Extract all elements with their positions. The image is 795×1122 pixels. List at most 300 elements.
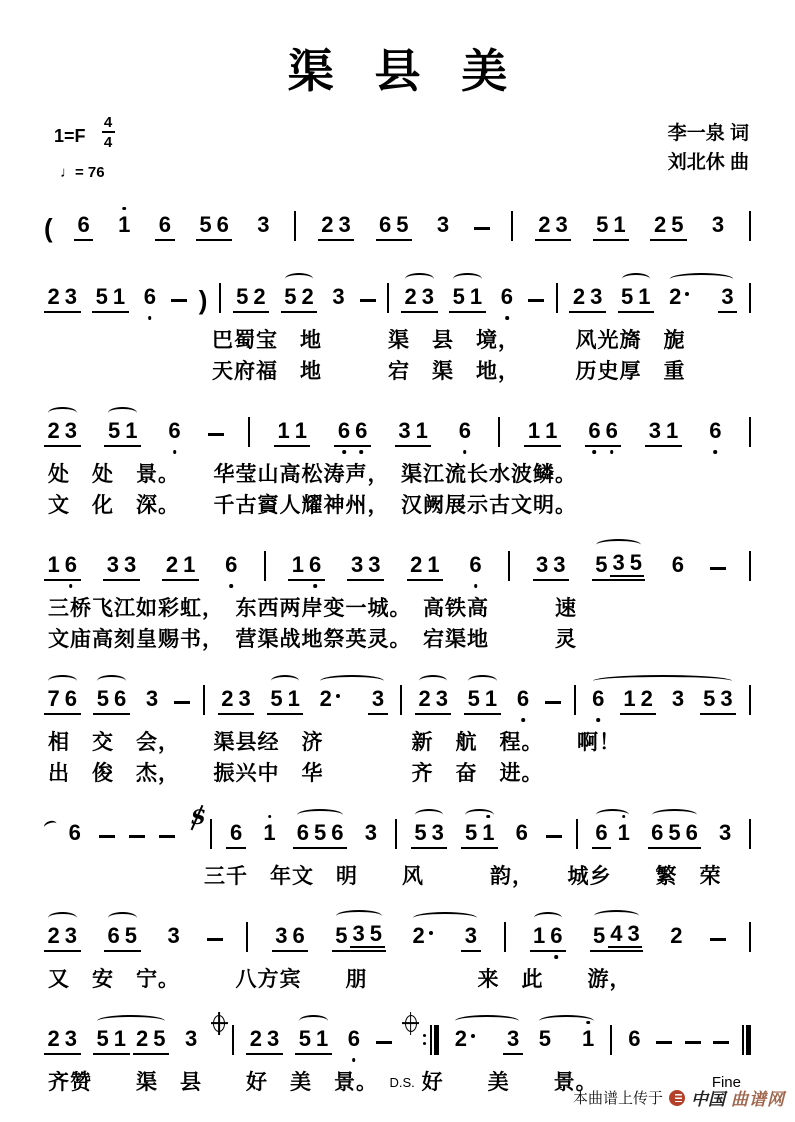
beam-group [93,1025,130,1055]
note [234,283,251,309]
note-group [497,283,516,313]
note-subgroup [260,819,279,849]
duration-dash [545,701,561,704]
slur-note-group [44,685,81,715]
coda-icon [213,1015,225,1032]
octave-dot-low [474,584,478,588]
note [236,685,253,711]
slur-note-group [93,685,130,715]
thick-barline [434,1025,439,1055]
note-subgroup [433,211,452,241]
site-name-brown: 曲谱网 [731,1090,785,1109]
note [134,1025,151,1051]
note [251,283,268,309]
note [166,417,183,443]
note [104,551,121,577]
note-digit: 5 [538,1025,551,1051]
note [625,920,642,948]
note-group [65,819,84,849]
note-digit: 2 [653,211,667,237]
note-digit: 6 [628,1025,641,1051]
note-group [260,819,279,849]
note-group [668,551,687,581]
note-group [182,1025,201,1055]
note [718,685,735,711]
note [219,685,236,711]
slur-note-group [451,1025,523,1055]
barline [210,819,212,849]
barline [749,417,751,447]
lyric-row [44,459,751,490]
note [467,283,484,309]
note-group [524,417,561,447]
note [223,551,240,577]
beam-group [401,283,438,313]
octave-dot-low [596,718,600,722]
note [45,922,62,948]
note-subgroup [182,1025,201,1055]
lyric-text: 出 俊 杰， 振兴中 华 齐 奋 进。 [48,761,544,785]
note-digit: 6 [68,819,81,845]
beam-group [524,417,561,447]
open-paren: ( [44,212,53,243]
music-line [44,267,751,325]
note [450,283,467,309]
site-logo-icon [669,1090,685,1106]
barline [232,1025,234,1055]
duration-dash [360,299,376,302]
note-digit: 3 [275,922,288,948]
octave-dot-low [313,584,317,588]
lyric-text: 处 处 景。 华莹山高松涛声， 渠江流长水波鳞。 [48,462,577,486]
note-digit: 1 [277,417,290,443]
note-digit: 2 [301,283,314,309]
note-digit: 6 [458,417,471,443]
note [638,685,655,711]
note [66,819,83,845]
credits-block [668,119,749,178]
end-repeat-barline [423,1025,439,1055]
note-digit: 3 [464,922,477,948]
note-digit: 3 [257,211,270,237]
note-digit: 3 [555,211,568,237]
beam-group [44,1025,81,1055]
note [586,417,603,443]
system [44,669,751,789]
note-group [347,551,384,581]
note [551,551,568,577]
note-digit: 6 [77,211,90,237]
note-digit: 1 [183,551,196,577]
note-digit: 5 [298,1025,311,1051]
note-subgroup [668,685,687,715]
note [579,1025,596,1051]
note-digit: 1 [415,417,428,443]
note-group [535,211,572,241]
note-group [165,417,184,447]
note-digit: 3 [506,1025,520,1051]
note [353,417,370,443]
beam-group [218,685,255,715]
slur-note-group [666,283,738,313]
note-digit: 2 [221,685,234,711]
lyric-row [44,964,751,995]
note [666,819,683,845]
note-digit: 5 [96,685,109,711]
octave-dot-high [622,815,626,819]
note-digit: 2 [47,283,60,309]
note [45,551,62,577]
note-group [115,211,134,241]
note [296,1025,313,1051]
note-group [272,922,309,952]
lyric-text: 巴蜀宝 地 渠 县 境， 风光旖 旎 [212,328,686,352]
note [709,211,726,237]
note-digit: 2 [670,922,683,948]
note [433,685,450,711]
note-digit: 1 [623,685,636,711]
note-subgroup [535,1025,554,1055]
octave-dot-low [229,584,233,588]
note-subgroup [666,283,694,313]
slur-note-group [592,549,646,581]
note [610,549,627,577]
note [214,211,231,237]
repeat-dots [423,1034,426,1045]
note [649,819,666,845]
note-digit: 6 [515,819,528,845]
slur-note-group [464,685,501,715]
note-digit: 2 [412,922,425,948]
barline [574,685,576,715]
note-group [44,283,81,313]
note [122,922,139,948]
note [62,551,79,577]
note [591,922,608,948]
note-digit: 1 [469,283,483,309]
beam-group [593,211,630,241]
barline [498,417,500,447]
note [615,819,632,845]
slur-note-group [332,920,386,952]
duration-dash [207,938,223,941]
slur-note-group [590,920,644,952]
note [329,819,346,845]
beam-group [44,922,81,952]
note [593,819,610,845]
note-digit: 7 [47,685,60,711]
note-digit: 2 [640,685,653,711]
beam-group [645,417,682,447]
note [62,685,79,711]
lyric-text: 好 美 景。 [414,1070,598,1094]
note [603,417,620,443]
note [265,1025,282,1051]
barline [749,922,751,952]
note-subgroup [455,417,474,447]
note [570,283,587,309]
barline [219,283,221,313]
lyricist-credit: 李一泉 词 [667,122,749,144]
note [105,417,122,443]
beam-group [592,819,611,849]
note [307,551,324,577]
note-group [650,211,687,241]
system [44,535,751,655]
barline [400,685,402,715]
beam-group [461,819,498,849]
barline [203,685,205,715]
note-digit: 6 [143,283,156,309]
beam-group [93,685,130,715]
note-digit: 2 [669,283,682,309]
note-digit: 1 [581,1025,595,1051]
octave-dot-low [69,584,73,588]
note-digit: 6 [64,685,77,711]
note-digit: 6 [469,551,482,577]
note [345,1025,362,1051]
beam-group [718,283,737,313]
note [62,922,79,948]
note [285,685,302,711]
slur-note-group [618,283,655,313]
note [669,551,686,577]
music-line [44,195,751,253]
note [456,417,473,443]
slur-note-group [93,1025,169,1055]
note [348,551,365,577]
note-digit: 2 [253,283,266,309]
note-digit: 6 [347,1025,360,1051]
note [408,551,425,577]
note-digit: 5 [452,283,465,309]
note-group [218,685,255,715]
note [621,685,638,711]
score-body [44,195,751,1098]
music-line [44,1009,751,1067]
note-group [246,1025,283,1055]
note [504,1025,521,1051]
note-subgroup [65,819,84,849]
note-subgroup [708,211,727,241]
duration-dash [474,227,490,230]
note-digit: 1 [484,685,498,711]
note-digit: 6 [309,551,322,577]
lyric-row [44,325,751,356]
octave-dot-low [505,316,509,320]
note-group [318,211,355,241]
note [707,417,724,443]
note-digit: 6 [500,283,514,309]
note [701,685,718,711]
barline [248,417,250,447]
score-header [44,113,751,181]
note-digit: 3 [123,551,137,577]
note [268,685,285,711]
note [319,211,336,237]
barline [749,551,751,581]
note [123,417,140,443]
beam-group [618,283,655,313]
note-subgroup [142,685,161,715]
note-digit: 6 [516,685,530,711]
barline [511,211,513,241]
note [402,283,419,309]
note-group [407,551,444,581]
barline [749,685,751,715]
beam-group [590,920,644,952]
note [588,283,605,309]
note [534,551,551,577]
note-digit: 5 [369,920,382,946]
duration-dash [208,433,224,436]
slur-note-group [648,819,702,849]
note-digit: 1 [533,922,546,948]
barline [508,551,510,581]
note-subgroup [466,551,485,581]
slur-note-group [104,417,141,447]
note-group [329,283,348,313]
note-digit: 5 [396,211,409,237]
note [669,685,686,711]
beam-group [295,1025,332,1055]
note-group [533,551,570,581]
note [366,551,383,577]
note-group [155,211,174,241]
beam-group [44,283,81,313]
note-digit: 2 [538,211,551,237]
note-digit: 3 [238,685,251,711]
note [350,920,367,948]
lyric-text: 文庙高刻皇赐书， 营渠战地祭英灵。 宕渠地 灵 [48,627,577,651]
beam-group [318,211,355,241]
note [94,685,111,711]
duration-dash [546,835,562,838]
note-subgroup [254,211,273,241]
beam-group [569,283,606,313]
note-digit: 5 [621,283,634,309]
barline [749,283,751,313]
music-line [44,906,751,964]
lyric-row [44,356,751,387]
note [608,920,625,948]
note-digit: 3 [64,1025,77,1051]
note-subgroup [668,551,687,581]
note-digit: 6 [651,819,664,845]
slur-note-group [104,922,141,952]
note [362,819,379,845]
beam-group [226,819,245,849]
note-group [222,551,241,581]
note-group [334,417,371,447]
note-digit: 3 [167,922,180,948]
note [669,211,686,237]
duration-dash [159,835,175,838]
lyric-text: 天府福 地 宕 渠 地， 历史厚 重 [212,359,686,383]
note-digit: 3 [719,819,732,845]
note [275,417,292,443]
octave-dot-low [342,450,346,454]
note-digit: 2 [136,1025,149,1051]
tie-icon [43,819,58,831]
note-subgroup [513,685,532,715]
beam-group [103,551,140,581]
slur-note-group [267,685,304,715]
note [462,922,479,948]
beam-group [449,283,486,313]
note-digit: 6 [107,922,120,948]
note-subgroup [625,1025,644,1055]
note-digit: 1 [316,1025,329,1051]
lyric-text: 齐赞 渠 县 好 美 景。 [48,1070,390,1094]
beam-group [395,417,432,447]
note-group [274,417,311,447]
slur-note-group [281,283,318,313]
barline [749,819,751,849]
note-digit: 3 [267,1025,280,1051]
slur-note-group [295,1025,332,1055]
note [110,283,127,309]
note-digit: 5 [629,549,642,575]
note-digit: 6 [337,417,351,443]
octave-dot-low [463,450,467,454]
note-digit: 2 [47,417,60,443]
octave-dot-low [714,450,718,454]
duration-dash [710,938,726,941]
note [181,551,198,577]
note-digit: 3 [590,283,603,309]
lyric-row [44,624,751,655]
note-digit: 1 [291,551,305,577]
note-subgroup [409,922,437,952]
note-digit: 1 [638,283,651,309]
note-digit: 5 [464,819,478,845]
beam-group [92,283,129,313]
duration-dash [713,1041,729,1044]
note [335,417,352,443]
beam-group [585,417,622,447]
note-digit: 5 [270,685,283,711]
octave-dot-low [173,450,177,454]
octave-dot-low [148,316,152,320]
slur-note-group [409,922,481,952]
barline [387,283,389,313]
note-subgroup [451,1025,479,1055]
slur-note-group [530,922,567,952]
duration-dash [710,567,726,570]
barline [504,922,506,952]
note-digit: 2 [572,283,586,309]
note-group [44,551,81,581]
note-digit: 3 [350,551,364,577]
duration-dash [685,1041,701,1044]
note-subgroup [316,685,344,715]
note [396,417,413,443]
note [75,211,92,237]
beam-group [415,685,452,715]
note-digit: 3 [364,819,377,845]
duration-dash [528,299,544,302]
slur-note-group [461,819,498,849]
time-signature-bottom: 4 [103,133,113,151]
note-group [162,551,199,581]
beam-group [620,685,657,715]
note-digit: 1 [666,417,679,443]
octave-dot-low [555,955,559,959]
note-digit: 2 [404,283,417,309]
beam-group [464,685,501,715]
note-group [395,417,432,447]
